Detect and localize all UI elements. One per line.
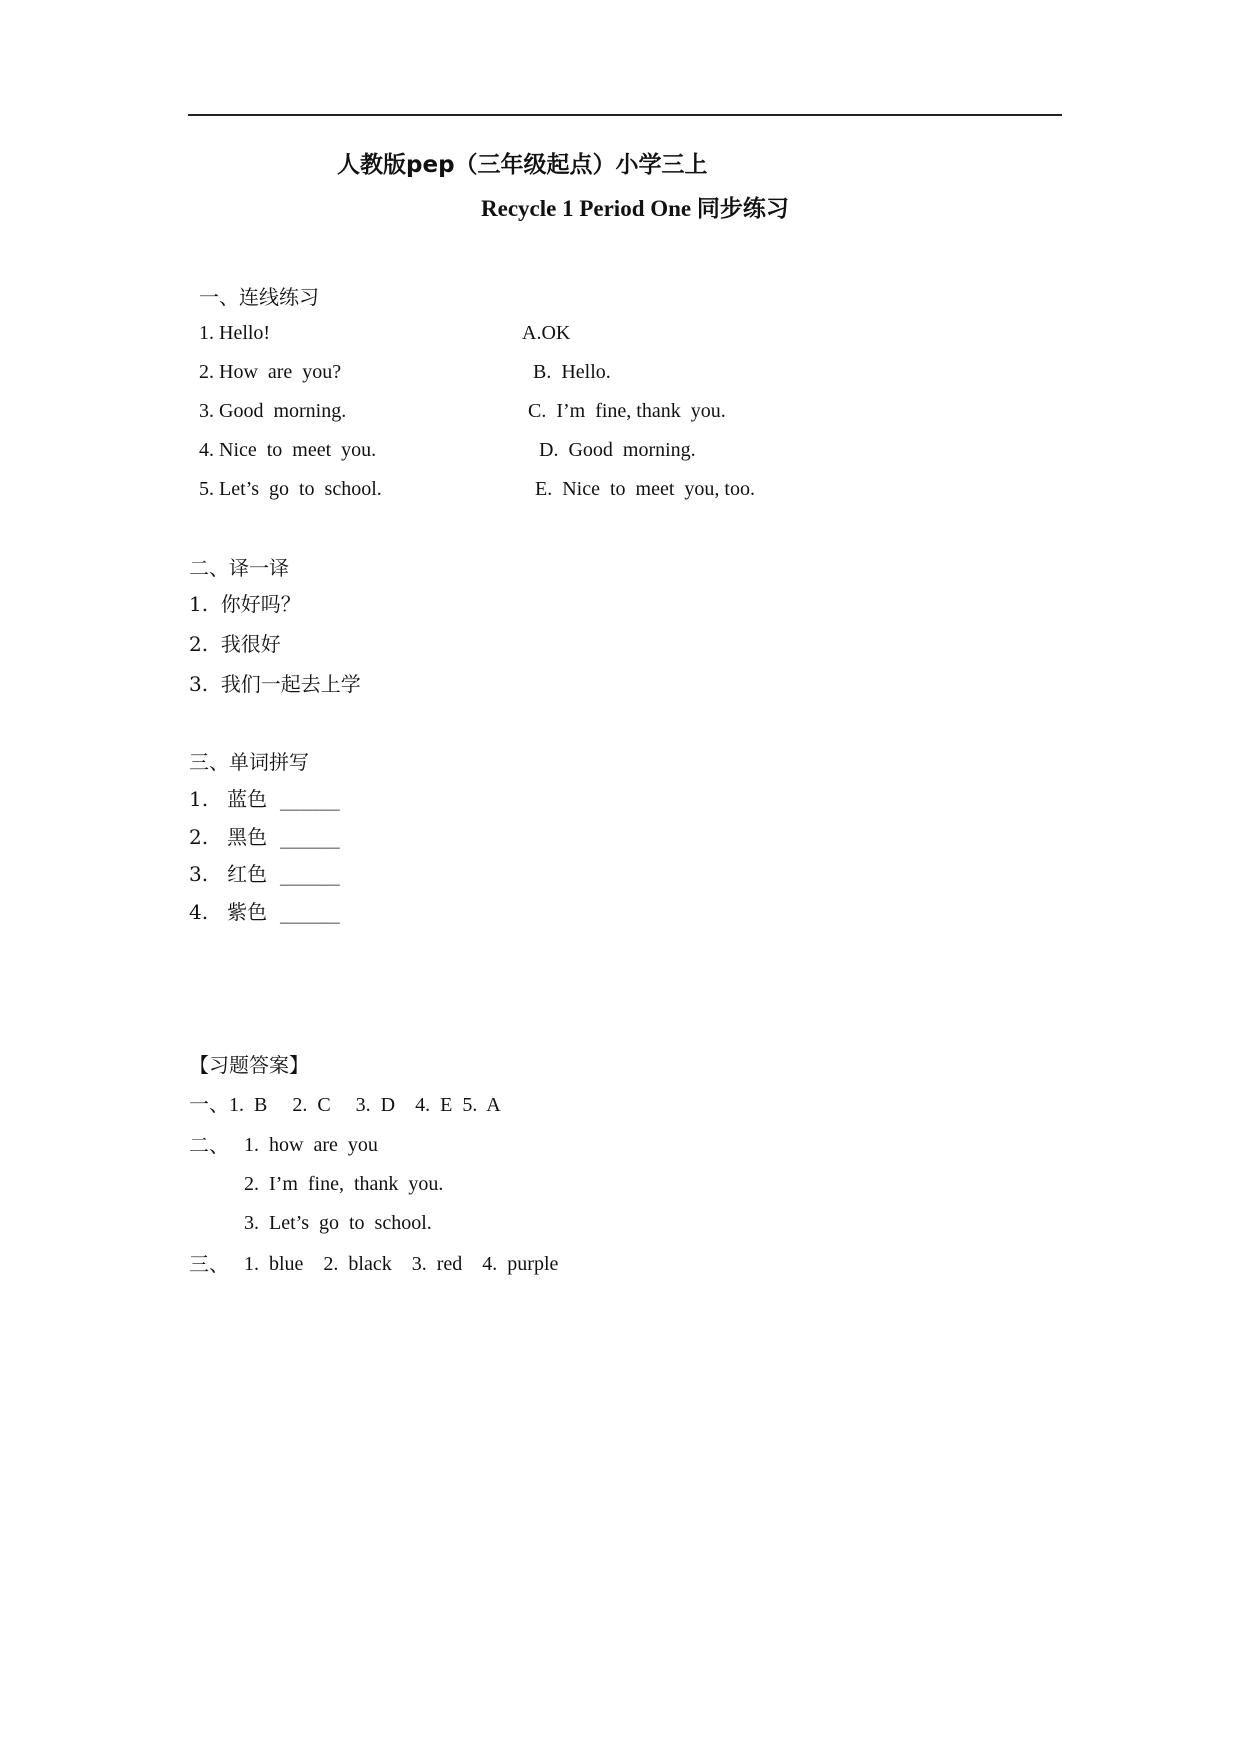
- document-subtitle: [481, 195, 789, 223]
- section2-heading: 二、译一译: [189, 556, 289, 580]
- section3-heading: 三、单词拼写: [189, 750, 309, 774]
- match-left-item: 3. Good morning.: [199, 400, 347, 422]
- answers-line2-prefix: 二、: [189, 1133, 229, 1157]
- match-right-item: E. Nice to meet you, too.: [535, 478, 755, 500]
- answers-heading: 【习题答案】: [189, 1053, 309, 1077]
- translate-item: 1. 你好吗？: [189, 592, 301, 616]
- match-left-item: 4. Nice to meet you.: [199, 439, 377, 461]
- match-right-item: D. Good morning.: [539, 439, 696, 461]
- spelling-item: 1. 蓝色 ______: [189, 787, 340, 811]
- translate-item: 3. 我们一起去上学: [189, 672, 361, 696]
- answers-line3-prefix: 三、: [189, 1252, 229, 1276]
- answers-line1: 一、1. B 2. C 3. D 4. E 5. A: [189, 1094, 501, 1116]
- spelling-item: 2. 黑色 ______: [189, 825, 340, 849]
- answers-line3: 1. blue 2. black 3. red 4. purple: [244, 1253, 559, 1275]
- match-right-item: B. Hello.: [533, 361, 611, 383]
- match-left-item: 5. Let’s go to school.: [199, 478, 382, 500]
- spelling-item: 3. 红色 ______: [189, 862, 340, 886]
- match-right-item: A.OK: [522, 322, 571, 344]
- answer-item: 1. how are you: [244, 1134, 378, 1156]
- spelling-item: 4. 紫色 ______: [189, 900, 340, 924]
- answer-item: 3. Let’s go to school.: [244, 1212, 432, 1234]
- match-left-item: 1. Hello!: [199, 322, 271, 344]
- match-left-item: 2. How are you?: [199, 361, 342, 383]
- subtitle-chinese: 同步练习: [696, 196, 789, 222]
- answer-item: 2. I’m fine, thank you.: [244, 1173, 444, 1195]
- header-rule: [188, 114, 1062, 116]
- section1-heading: 一、连线练习: [199, 285, 319, 309]
- translate-item: 2. 我很好: [189, 632, 281, 656]
- subtitle-english: Recycle 1 Period One: [481, 196, 692, 221]
- match-right-item: C. I’m fine, thank you.: [528, 400, 726, 422]
- document-title: 人教版pep（三年级起点）小学三上: [337, 152, 708, 178]
